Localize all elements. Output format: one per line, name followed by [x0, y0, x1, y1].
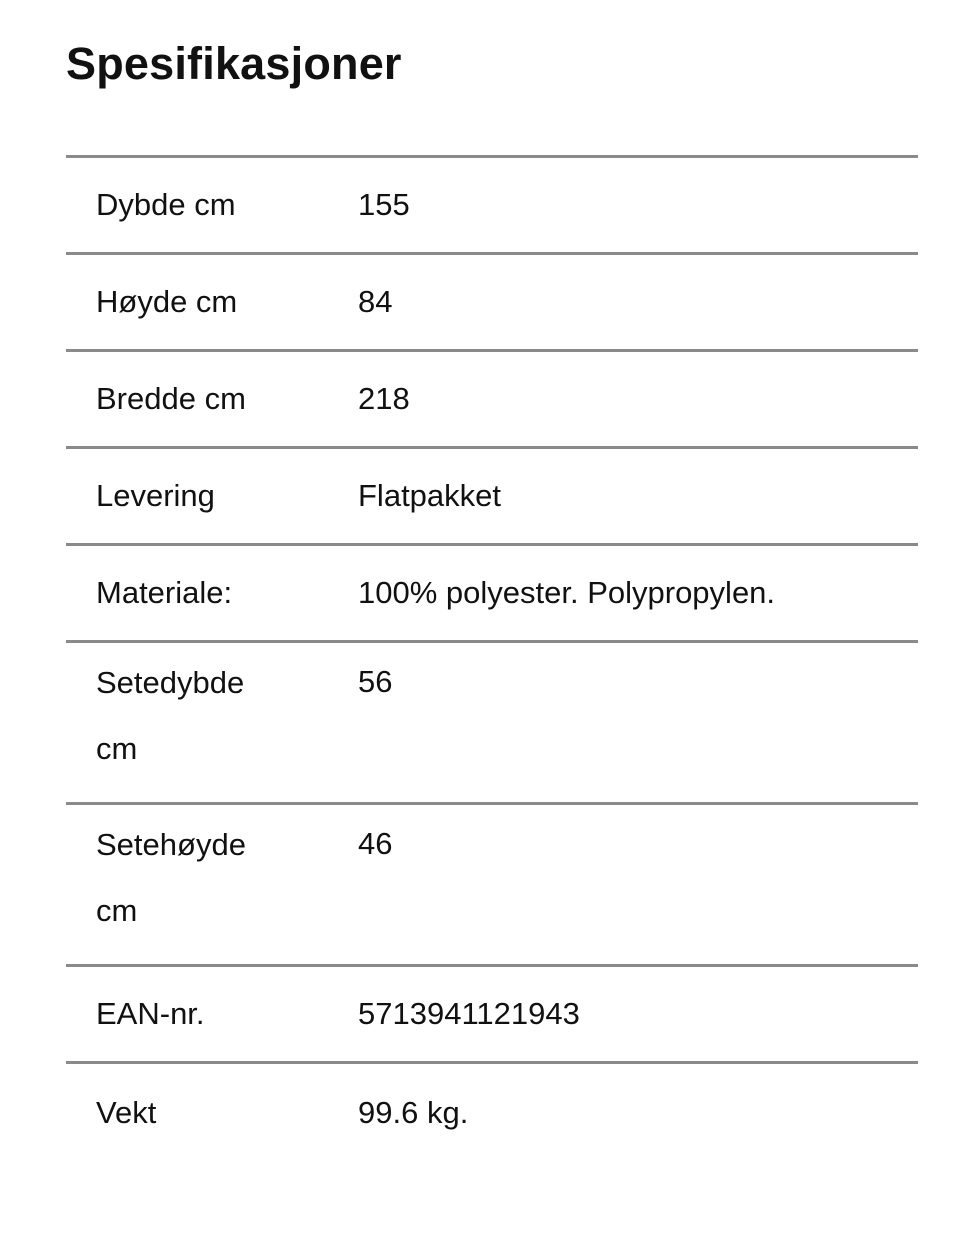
spec-label: Dybde cm	[96, 187, 236, 222]
spec-value: 84	[358, 284, 393, 319]
spec-value: 5713941121943	[358, 996, 580, 1031]
spec-row-seat-depth	[66, 643, 918, 805]
spec-value: 99.6 kg.	[358, 1094, 469, 1130]
spec-table	[66, 155, 918, 1161]
spec-value: 100% polyester. Polypropylen.	[358, 575, 776, 610]
spec-row-width	[66, 352, 918, 449]
specifications-section	[66, 0, 918, 1130]
spec-value: 46	[358, 826, 393, 861]
spec-row-weight	[66, 1064, 918, 1161]
spec-label: EAN-nr.	[96, 996, 205, 1031]
spec-row-ean	[66, 967, 918, 1064]
spec-row-material	[66, 546, 918, 643]
spec-value: 218	[358, 381, 410, 416]
spec-label: Setedybde cm	[96, 665, 245, 766]
spec-row-seat-height	[66, 805, 918, 967]
spec-label: Materiale:	[96, 575, 233, 610]
spec-label: Levering	[96, 478, 215, 513]
spec-value: Flatpakket	[358, 478, 502, 513]
spec-row-delivery	[66, 449, 918, 546]
spec-value: 155	[358, 187, 410, 222]
spec-label: Høyde cm	[96, 284, 238, 319]
spec-row-depth	[66, 158, 918, 255]
spec-label: Bredde cm	[96, 381, 246, 416]
spec-label: Vekt	[96, 1094, 157, 1130]
spec-row-height	[66, 255, 918, 352]
spec-label: Setehøyde cm	[96, 827, 246, 928]
spec-value: 56	[358, 664, 393, 699]
section-title: Spesifikasjoner	[66, 38, 402, 89]
